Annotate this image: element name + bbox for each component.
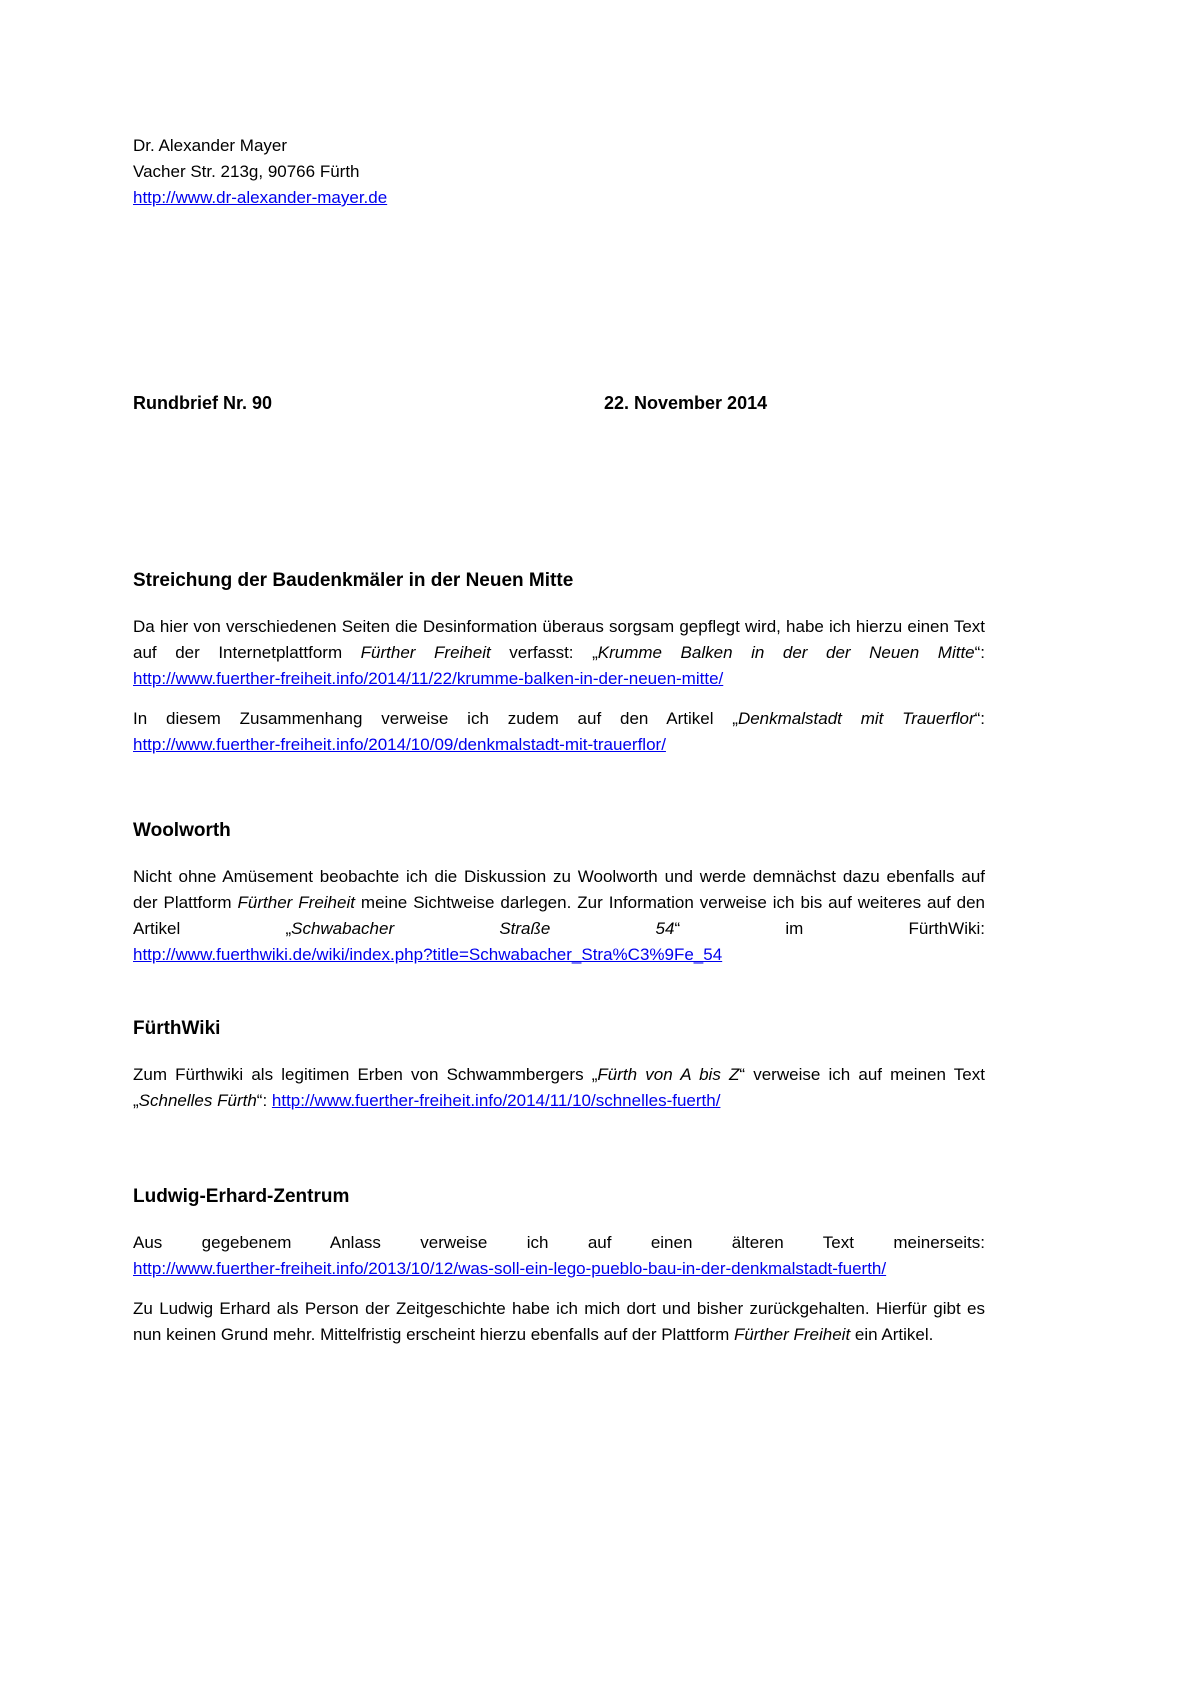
- text-run: ein Artikel.: [850, 1325, 934, 1344]
- section-heading: Streichung der Baudenkmäler in der Neuen Mitte: [133, 570, 574, 591]
- article-link-schwabacher-strasse[interactable]: http://www.fuerthwiki.de/wiki/index.php?title=Schwabacher_Stra%C3%9Fe_54: [133, 945, 723, 964]
- article-link-lego-pueblo[interactable]: http://www.fuerther-freiheit.info/2013/10/12/was-soll-ein-lego-pueblo-bau-in-der-denkmalstadt-fuerth/: [133, 1259, 887, 1278]
- newsletter-title: Rundbrief Nr. 90: [133, 393, 273, 413]
- paragraph: [133, 864, 985, 968]
- text-run: “:: [974, 643, 986, 662]
- sender-name: Dr. Alexander Mayer: [133, 136, 288, 155]
- newsletter-meta: [133, 390, 985, 416]
- italic-run: Fürther Freiheit: [360, 643, 491, 662]
- article-link-denkmalstadt-trauerflor[interactable]: http://www.fuerther-freiheit.info/2014/10/09/denkmalstadt-mit-trauerflor/: [133, 735, 666, 754]
- text-run: Da hier von verschiedenen Seiten die Desinformation überaus sorgsam gepflegt wird, habe ich hierzu einen Text auf der Internetplattform: [133, 617, 985, 662]
- text-run: meine Sichtweise darlegen. Zur Information verweise ich bis auf weiteres auf den Artikel „: [133, 893, 985, 938]
- text-run: Zum Fürthwiki als legitimen Erben von Schwammbergers „: [133, 1065, 598, 1084]
- paragraph: [133, 614, 985, 692]
- text-run: “:: [974, 709, 985, 728]
- section-woolworth: [133, 818, 985, 968]
- text-run: verfasst: „: [490, 643, 598, 662]
- section-heading: Ludwig-Erhard-Zentrum: [133, 1186, 350, 1207]
- article-link-schnelles-fuerth[interactable]: http://www.fuerther-freiheit.info/2014/11/10/schnelles-fuerth/: [271, 1091, 721, 1110]
- sender-address: Vacher Str. 213g, 90766 Fürth: [133, 162, 360, 181]
- paragraph: [133, 1296, 985, 1348]
- text-run: “ im FürthWiki:: [674, 919, 985, 938]
- text-run: Nicht ohne Amüsement beobachte ich die Diskussion zu Woolworth und werde demnächst dazu ebenfalls auf der Plattform: [133, 867, 985, 912]
- article-link-krumme-balken[interactable]: http://www.fuerther-freiheit.info/2014/11/22/krumme-balken-in-der-neuen-mitte/: [133, 669, 724, 688]
- section-ludwig-erhard-zentrum: [133, 1184, 985, 1348]
- italic-run: Fürther Freiheit: [733, 1325, 851, 1344]
- text-run: “ verweise ich auf meinen Text „: [133, 1065, 985, 1110]
- paragraph: [133, 1230, 985, 1282]
- sender-website-line: [133, 185, 985, 211]
- italic-run: Krumme Balken in der der Neuen Mitte: [597, 643, 975, 662]
- italic-run: Fürth von A bis Z: [597, 1065, 740, 1084]
- italic-run: Schwabacher Straße 54: [291, 919, 675, 938]
- text-run: Zu Ludwig Erhard als Person der Zeitgeschichte habe ich mich dort und bisher zurückgehalten. Hierfür gibt es nun keinen Grund mehr. Mittelfristig erscheint hierzu ebenfalls auf der Plattform: [133, 1299, 985, 1344]
- paragraph: [133, 1062, 985, 1114]
- text-run: “:: [256, 1091, 272, 1110]
- italic-run: Schnelles Fürth: [138, 1091, 257, 1110]
- italic-run: Fürther Freiheit: [237, 893, 355, 912]
- newsletter-date: 22. November 2014: [604, 393, 768, 413]
- text-run: In diesem Zusammenhang verweise ich zudem auf den Artikel „: [133, 709, 738, 728]
- text-run: Aus gegebenem Anlass verweise ich auf einen älteren Text meinerseits:: [133, 1233, 985, 1252]
- italic-run: Denkmalstadt mit Trauerflor: [737, 709, 975, 728]
- section-streichung-der-baudenkmaeler: [133, 568, 985, 758]
- sender-website-link[interactable]: http://www.dr-alexander-mayer.de: [133, 188, 388, 207]
- section-fuerthwiki: [133, 1016, 985, 1114]
- sender-block: [133, 133, 985, 211]
- section-heading: Woolworth: [133, 820, 231, 841]
- paragraph: [133, 706, 985, 758]
- section-heading: FürthWiki: [133, 1018, 221, 1039]
